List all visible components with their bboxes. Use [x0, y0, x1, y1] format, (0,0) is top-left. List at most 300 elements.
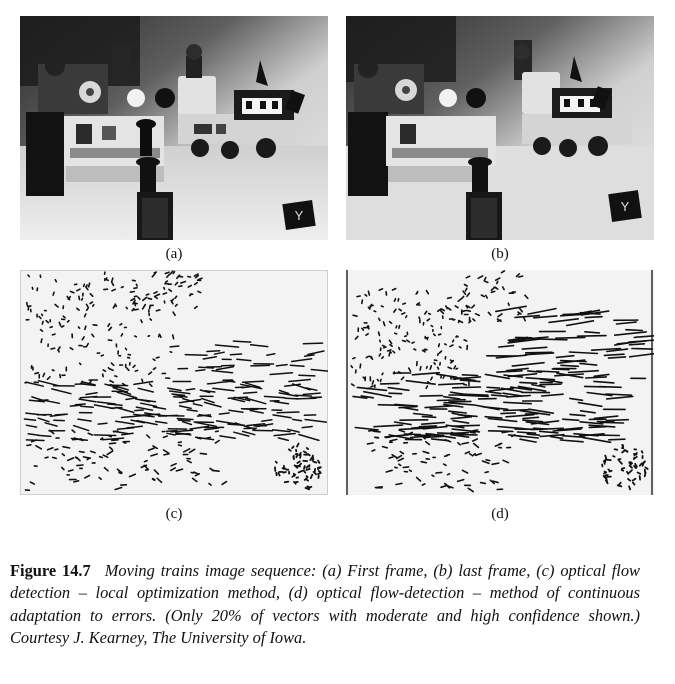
- flow-vector: [638, 473, 641, 474]
- flow-vector: [384, 322, 385, 326]
- flow-vector: [176, 305, 178, 307]
- flow-vector: [610, 471, 612, 472]
- flow-vector: [589, 427, 606, 428]
- flow-vector: [422, 484, 425, 485]
- flow-vector: [276, 462, 277, 463]
- flow-vector: [313, 462, 316, 463]
- flow-vector: [627, 472, 628, 474]
- flow-vector: [303, 343, 322, 344]
- flow-vector: [452, 433, 455, 434]
- panel-c-flow-local-optimization: [20, 270, 328, 495]
- flow-vector: [618, 485, 622, 486]
- flow-vector: [135, 410, 143, 411]
- flow-vector: [35, 373, 38, 374]
- flow-vector: [285, 398, 298, 399]
- flow-vector: [369, 356, 372, 357]
- flow-vector: [578, 336, 606, 337]
- flow-vector: [382, 306, 384, 307]
- flow-vector: [629, 344, 644, 345]
- flow-vector: [399, 348, 400, 350]
- flow-vector: [396, 483, 402, 484]
- flow-vector: [296, 455, 297, 458]
- flow-vector: [53, 292, 54, 295]
- flow-vector: [381, 383, 399, 384]
- flow-vector: [416, 292, 417, 294]
- flow-vector: [207, 351, 220, 352]
- flow-vector: [383, 346, 385, 347]
- flow-vector: [319, 471, 321, 472]
- flow-vector: [448, 298, 452, 299]
- flow-vector: [28, 307, 29, 310]
- flow-vector: [629, 486, 630, 489]
- flow-vector: [243, 381, 264, 382]
- flow-vector: [419, 426, 436, 427]
- flow-vector: [556, 337, 585, 338]
- flow-vector: [485, 281, 488, 282]
- flow-vector: [74, 481, 79, 482]
- flow-vector: [372, 450, 375, 451]
- last-frame-image: [346, 16, 654, 240]
- flow-vector: [293, 456, 294, 459]
- flow-vector: [60, 375, 61, 378]
- flow-vector: [420, 396, 442, 397]
- flow-vector: [304, 471, 306, 473]
- flow-vector: [412, 342, 414, 343]
- flow-vector: [384, 347, 386, 348]
- figure-caption-text: Moving trains image sequence: (a) First frame, (b) last frame, (c) optical flow detection – local optimization method, (d) optical flow-detection – method of continuous adaptation to errors. (Only 20% of vectors with moderate and high confidence shown.) Courtesy J. Kearney, The University of Iowa.: [10, 561, 640, 648]
- flow-vector: [80, 363, 81, 364]
- flow-vector: [160, 335, 161, 337]
- flow-vector: [561, 365, 578, 366]
- flow-vector: [277, 412, 299, 413]
- flow-vector: [459, 347, 461, 348]
- flow-vector: [200, 453, 206, 454]
- flow-vector: [145, 461, 148, 462]
- flow-vector: [101, 438, 103, 439]
- flow-vector: [103, 370, 105, 371]
- flow-vector: [632, 349, 653, 350]
- flow-vector: [403, 467, 408, 468]
- flow-vector: [439, 334, 441, 335]
- flow-vector: [445, 456, 448, 457]
- flow-vector: [299, 453, 300, 455]
- flow-vector: [318, 461, 319, 463]
- flow-vector: [382, 357, 383, 359]
- flow-vector: [244, 392, 257, 393]
- flow-vector: [110, 443, 116, 444]
- flow-vector: [148, 336, 149, 337]
- flow-vector: [372, 381, 373, 384]
- flow-vector: [70, 405, 81, 406]
- flow-vector: [366, 357, 368, 358]
- subfigure-label-c: (c): [165, 506, 183, 522]
- flow-vector: [121, 287, 123, 288]
- panel-b-last-frame: [346, 16, 654, 240]
- flow-vector: [467, 311, 470, 312]
- flow-vector: [399, 407, 417, 408]
- flow-vector: [170, 346, 179, 347]
- flow-vector: [381, 379, 382, 381]
- flow-vector: [299, 375, 315, 376]
- flow-vector: [312, 459, 313, 460]
- flow-vector: [84, 284, 85, 286]
- flow-vector: [62, 326, 64, 327]
- flow-vector: [618, 459, 620, 460]
- flow-vector: [69, 470, 73, 471]
- flow-vector: [295, 395, 311, 396]
- flow-vector: [421, 462, 426, 463]
- flow-vector: [126, 307, 127, 308]
- flow-vector: [304, 451, 306, 452]
- flow-vector: [42, 314, 43, 315]
- flow-vector: [427, 367, 428, 369]
- panel-a-first-frame: [20, 16, 328, 240]
- flow-vector: [634, 454, 637, 455]
- flow-vector: [142, 379, 143, 381]
- flow-vector: [604, 472, 606, 473]
- flow-vector: [434, 363, 435, 364]
- flow-vector: [51, 348, 55, 349]
- flow-vector: [133, 309, 138, 310]
- flow-vector: [93, 325, 97, 326]
- flow-vector: [82, 299, 83, 301]
- flow-vector: [133, 280, 136, 281]
- flow-vector: [365, 295, 367, 296]
- flow-vector: [38, 400, 48, 401]
- flow-vector: [395, 333, 397, 334]
- flow-vector: [456, 368, 458, 369]
- flow-vector: [112, 278, 113, 282]
- flow-vector: [41, 339, 42, 342]
- flow-vector: [606, 420, 628, 421]
- flow-vector: [251, 365, 270, 366]
- flow-vector: [309, 397, 321, 398]
- flow-vector: [439, 344, 440, 347]
- figure-caption: [10, 560, 640, 650]
- flow-vector: [308, 487, 312, 488]
- flow-vector: [38, 435, 50, 436]
- flow-field-c: [20, 270, 328, 495]
- flow-vector: [502, 432, 508, 433]
- flow-vector: [156, 357, 159, 358]
- flow-vector: [453, 340, 454, 342]
- flow-vector: [518, 436, 521, 437]
- flow-vector: [163, 293, 166, 294]
- flow-vector: [487, 387, 500, 388]
- flow-vector: [176, 434, 190, 435]
- flow-vector: [307, 448, 308, 449]
- flow-vector: [179, 286, 182, 287]
- first-frame-image: [20, 16, 328, 240]
- flow-vector: [199, 367, 214, 368]
- flow-vector: [403, 341, 406, 342]
- flow-vector: [100, 457, 103, 458]
- flow-vector: [278, 473, 279, 475]
- flow-vector: [28, 275, 29, 276]
- flow-vector: [351, 366, 352, 368]
- flow-vector: [206, 437, 211, 438]
- flow-vector: [377, 380, 378, 381]
- flow-vector: [77, 465, 83, 466]
- flow-vector: [112, 440, 118, 441]
- flow-vector: [398, 299, 399, 301]
- flow-vector: [430, 366, 431, 369]
- flow-vector: [426, 436, 444, 437]
- flow-vector: [466, 306, 467, 308]
- panel-d-flow-continuous-adaptation: [346, 270, 654, 495]
- flow-vector: [527, 434, 539, 435]
- flow-vector: [501, 413, 515, 414]
- flow-vector: [242, 387, 251, 388]
- flow-vector: [453, 387, 481, 388]
- flow-vector: [470, 454, 472, 455]
- flow-vector: [318, 473, 321, 474]
- flow-vector: [425, 338, 428, 339]
- flow-vector: [368, 326, 369, 329]
- flow-vector: [448, 474, 450, 475]
- flow-vector: [94, 435, 116, 436]
- flow-vector: [368, 291, 369, 295]
- flow-vector: [148, 298, 151, 299]
- flow-vector: [464, 340, 467, 341]
- flow-vector: [42, 322, 43, 325]
- flow-vector: [373, 431, 380, 432]
- flow-vector: [422, 417, 435, 418]
- flow-vector: [419, 317, 420, 319]
- figure-label: Figure 14.7: [10, 561, 91, 580]
- flow-vector: [426, 386, 427, 388]
- flow-vector: [164, 288, 165, 290]
- flow-vector: [622, 445, 623, 449]
- block-letter-a: Y: [294, 208, 304, 223]
- flow-vector: [534, 428, 547, 429]
- flow-vector: [520, 429, 533, 430]
- flow-vector: [199, 278, 202, 279]
- flow-vector: [504, 410, 530, 411]
- subfigure-label-d: (d): [491, 506, 509, 522]
- flow-vector: [85, 314, 86, 317]
- flow-vector: [520, 382, 537, 383]
- flow-vector: [170, 352, 172, 353]
- flow-vector: [622, 468, 624, 469]
- flow-vector: [494, 287, 496, 288]
- flow-vector: [609, 439, 625, 440]
- flow-vector: [85, 326, 86, 329]
- flow-vector: [146, 294, 148, 295]
- flow-vector: [563, 419, 579, 420]
- flow-vector: [115, 376, 117, 377]
- flow-vector: [121, 334, 122, 336]
- flow-vector: [283, 472, 286, 473]
- flow-vector: [141, 320, 142, 322]
- flow-vector: [109, 436, 111, 437]
- flow-vector: [389, 393, 402, 394]
- flow-vector: [52, 370, 54, 371]
- flow-vector: [27, 445, 31, 446]
- flow-vector: [537, 339, 567, 340]
- flow-vector: [50, 327, 52, 328]
- flow-vector: [552, 369, 569, 370]
- flow-vector: [353, 358, 355, 359]
- flow-vector: [470, 432, 475, 433]
- subfigure-label-b: (b): [491, 246, 509, 262]
- flow-vector: [360, 364, 361, 368]
- flow-vector: [304, 466, 305, 469]
- flow-vector: [179, 445, 182, 446]
- flow-vector: [379, 318, 380, 320]
- flow-vector: [410, 470, 412, 471]
- flow-vector: [134, 288, 137, 289]
- flow-vector: [642, 451, 643, 453]
- flow-vector: [93, 305, 94, 307]
- flow-vector: [429, 314, 431, 315]
- flow-vector: [497, 281, 498, 283]
- flow-vector: [445, 344, 446, 345]
- flow-vector: [389, 457, 393, 458]
- flow-vector: [53, 457, 57, 458]
- flow-vector: [453, 425, 480, 426]
- flow-vector: [630, 462, 632, 463]
- flow-vector: [370, 305, 373, 306]
- flow-vector: [242, 409, 258, 410]
- flow-vector: [306, 466, 308, 468]
- flow-vector: [296, 466, 300, 467]
- flow-vector: [464, 384, 467, 385]
- flow-vector: [498, 320, 501, 321]
- flow-vector: [45, 457, 48, 458]
- flow-vector: [434, 334, 436, 335]
- flow-vector: [32, 288, 33, 290]
- flow-vector: [438, 354, 439, 356]
- flow-vector: [461, 394, 488, 395]
- flow-vector: [78, 327, 79, 328]
- flow-vector: [389, 353, 390, 356]
- flow-vector: [374, 311, 376, 312]
- flow-vector: [625, 450, 628, 451]
- flow-vector: [437, 400, 465, 401]
- flow-vector: [403, 303, 406, 304]
- flow-vector: [185, 355, 207, 356]
- flow-vector: [89, 283, 90, 287]
- flow-vector: [633, 483, 635, 485]
- flow-vector: [173, 335, 174, 339]
- flow-vector: [414, 349, 416, 350]
- flow-vector: [166, 281, 168, 282]
- block-letter-b: Y: [620, 199, 630, 214]
- flow-vector: [159, 334, 160, 336]
- flow-vector: [519, 276, 523, 277]
- flow-vector: [353, 315, 357, 316]
- flow-vector: [52, 334, 55, 335]
- flow-vector: [456, 336, 458, 337]
- flow-vector: [156, 310, 160, 311]
- flow-vector: [87, 308, 88, 310]
- flow-vector: [379, 332, 380, 335]
- flow-vector: [164, 454, 169, 455]
- flow-vector: [489, 431, 513, 432]
- flow-vector: [432, 475, 434, 476]
- flow-vector: [436, 472, 442, 473]
- flow-vector: [473, 430, 478, 431]
- flow-vector: [208, 383, 216, 384]
- flow-vector: [367, 443, 373, 444]
- flow-vector: [405, 336, 407, 337]
- flow-vector: [290, 365, 304, 366]
- flow-vector: [626, 330, 642, 331]
- flow-vector: [586, 377, 607, 378]
- flow-vector: [135, 336, 137, 337]
- flow-vector: [306, 469, 309, 470]
- flow-vector: [136, 284, 137, 286]
- flow-vector: [585, 386, 606, 387]
- flow-vector: [80, 452, 85, 453]
- flow-vector: [79, 296, 80, 299]
- flow-vector: [462, 375, 477, 376]
- flow-vector: [382, 373, 383, 374]
- flow-vector: [438, 367, 439, 369]
- flow-vector: [613, 456, 615, 457]
- flow-vector: [230, 354, 241, 355]
- flow-vector: [600, 422, 624, 423]
- flow-vector: [153, 479, 155, 480]
- flow-vector: [55, 280, 56, 282]
- flow-vector: [174, 397, 183, 398]
- flow-vector: [135, 303, 138, 304]
- flow-vector: [386, 437, 390, 438]
- flow-vector: [153, 359, 155, 360]
- flow-vector: [362, 300, 363, 303]
- flow-vector: [159, 415, 178, 416]
- flow-vector: [357, 296, 360, 297]
- flow-vector: [399, 326, 400, 329]
- flow-vector: [101, 355, 103, 356]
- flow-vector: [55, 414, 66, 415]
- flow-vector: [508, 303, 509, 305]
- flow-vector: [615, 449, 618, 450]
- flow-vector: [114, 431, 118, 432]
- flow-vector: [396, 326, 397, 328]
- flow-vector: [130, 292, 134, 293]
- flow-vector: [289, 449, 291, 450]
- flow-vector: [622, 470, 624, 471]
- flow-vector: [486, 460, 490, 461]
- flow-vector: [390, 352, 391, 353]
- flow-vector: [491, 291, 494, 292]
- flow-vector: [420, 367, 421, 370]
- flow-vector: [318, 467, 321, 468]
- flow-vector: [371, 386, 373, 387]
- flow-vector: [431, 326, 432, 327]
- flow-vector: [292, 447, 294, 449]
- flow-vector: [294, 482, 296, 484]
- flow-vector: [399, 464, 401, 465]
- flow-vector: [388, 350, 391, 351]
- flow-vector: [394, 299, 395, 301]
- flow-vector: [605, 456, 606, 459]
- flow-vector: [81, 406, 93, 407]
- flow-vector: [481, 483, 486, 484]
- flow-vector: [585, 317, 602, 318]
- flow-vector: [645, 472, 646, 476]
- flow-vector: [103, 374, 104, 377]
- flow-vector: [216, 431, 219, 432]
- flow-vector: [135, 370, 137, 371]
- flow-vector: [379, 354, 380, 356]
- flow-vector: [115, 304, 116, 306]
- flow-vector: [378, 405, 407, 406]
- flow-vector: [150, 319, 151, 320]
- flow-vector: [395, 467, 397, 468]
